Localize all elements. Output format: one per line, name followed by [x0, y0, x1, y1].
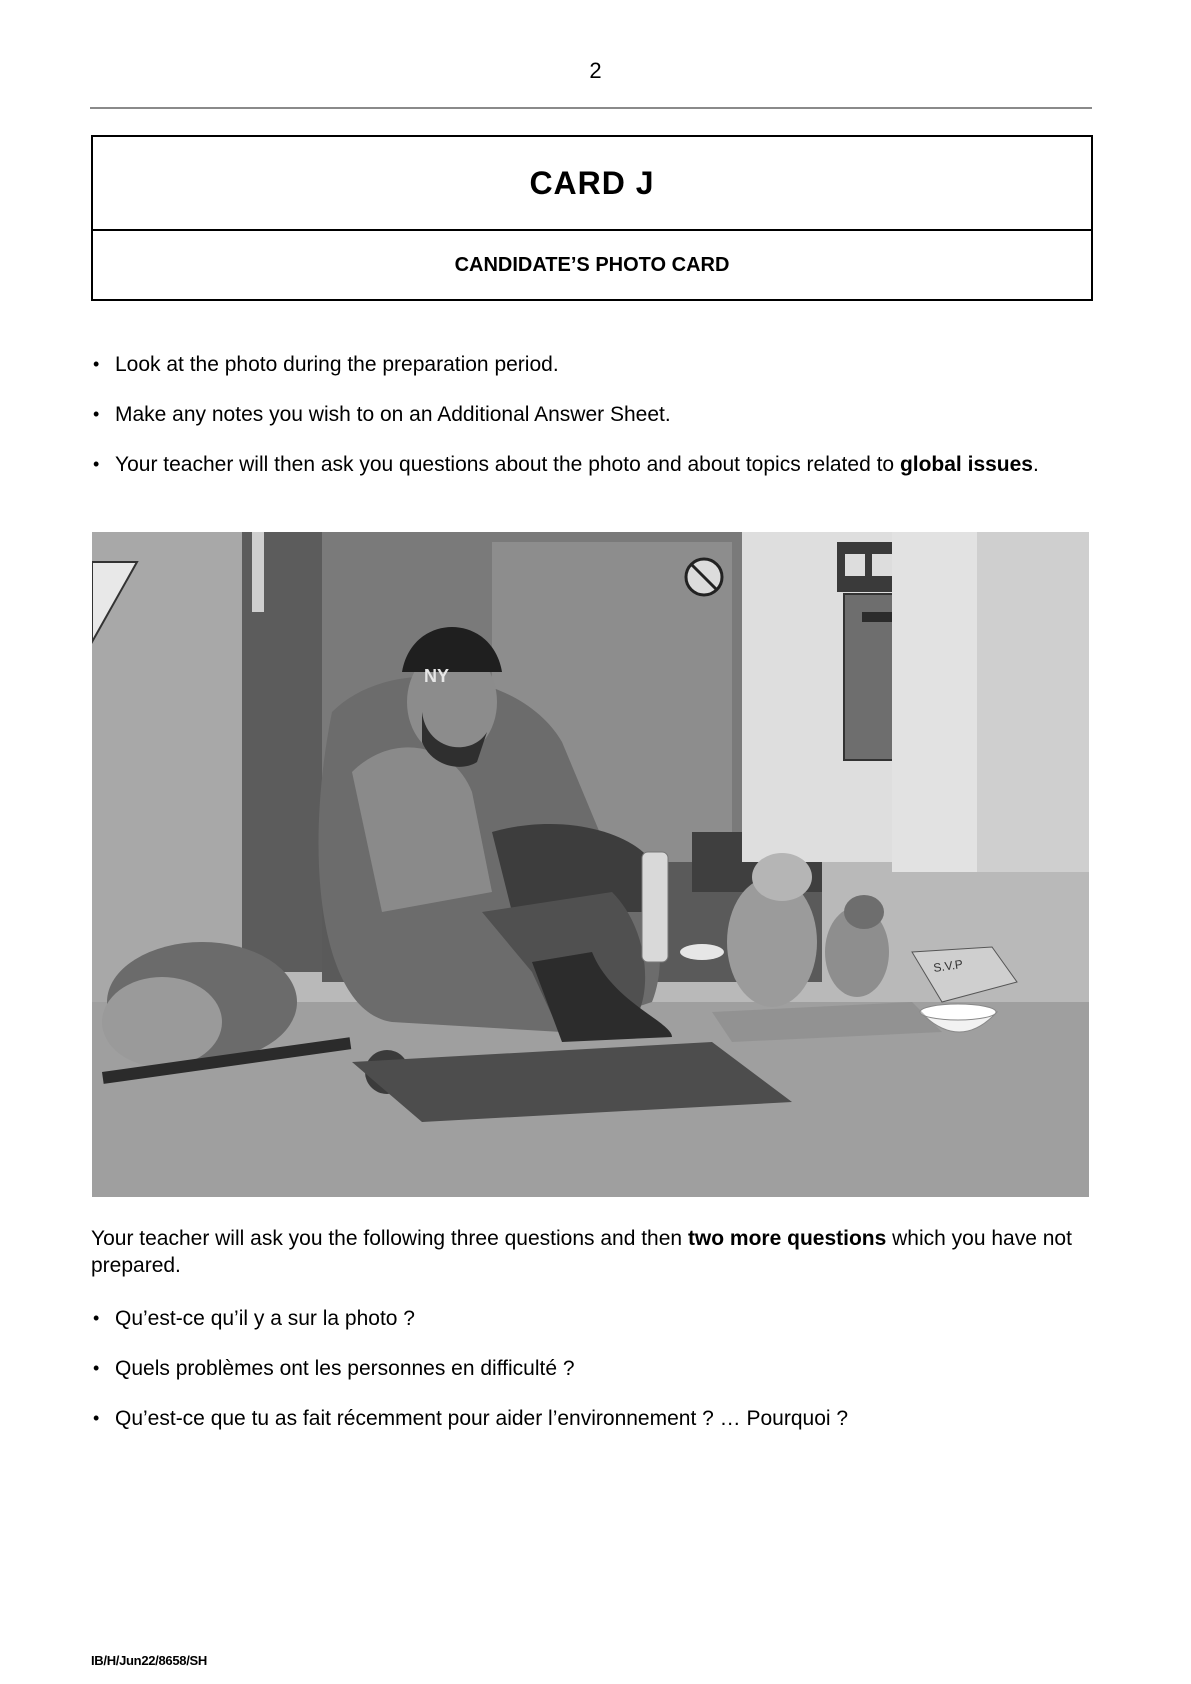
instruction-list — [91, 351, 1091, 501]
question-item — [91, 1305, 1091, 1332]
question-text: Quels problèmes ont les personnes en difficulté ? — [115, 1357, 575, 1380]
page-number: 2 — [589, 58, 602, 83]
bullet-icon: • — [93, 1358, 100, 1378]
instruction-item — [91, 351, 1091, 378]
bullet-icon: • — [93, 454, 100, 474]
instruction-bold-term: global issues — [899, 453, 1033, 476]
card-subtitle: CANDIDATE’S PHOTO CARD — [454, 254, 730, 276]
intro-bold-term: two more questions — [687, 1227, 887, 1250]
bullet-icon: • — [93, 1408, 100, 1428]
header-rule — [90, 107, 1092, 109]
intro-paragraph — [91, 1225, 1091, 1279]
bullet-icon: • — [93, 404, 100, 424]
instruction-item — [91, 451, 1091, 478]
photo — [92, 532, 1089, 1197]
question-text: Qu’est-ce que tu as fait récemment pour aider l’environnement ? … Pourquoi ? — [115, 1407, 849, 1430]
footer-code: IB/H/Jun22/8658/SH — [91, 1653, 207, 1668]
card-header-box — [91, 135, 1093, 301]
instruction-item — [91, 401, 1091, 428]
card-title: CARD J — [93, 137, 1091, 231]
instruction-text-end: . — [1032, 453, 1039, 476]
question-list — [91, 1305, 1091, 1455]
hat-text: NY — [424, 666, 450, 686]
sign-text: S.V.P — [932, 956, 964, 975]
intro-text: Your teacher will ask you the following three questions and then — [91, 1227, 688, 1250]
instruction-text: Look at the photo during the preparation period. — [115, 353, 559, 376]
bullet-icon: • — [93, 1308, 100, 1328]
instruction-text: Your teacher will then ask you questions about the photo and about topics related to — [115, 453, 900, 476]
bullet-icon: • — [93, 354, 100, 374]
question-text: Qu’est-ce qu’il y a sur la photo ? — [115, 1307, 415, 1330]
intro-text-end: which you have not prepared. — [91, 1227, 1072, 1277]
instruction-text: Make any notes you wish to on an Additional Answer Sheet. — [115, 403, 671, 426]
question-item — [91, 1355, 1091, 1382]
question-item — [91, 1405, 1091, 1432]
